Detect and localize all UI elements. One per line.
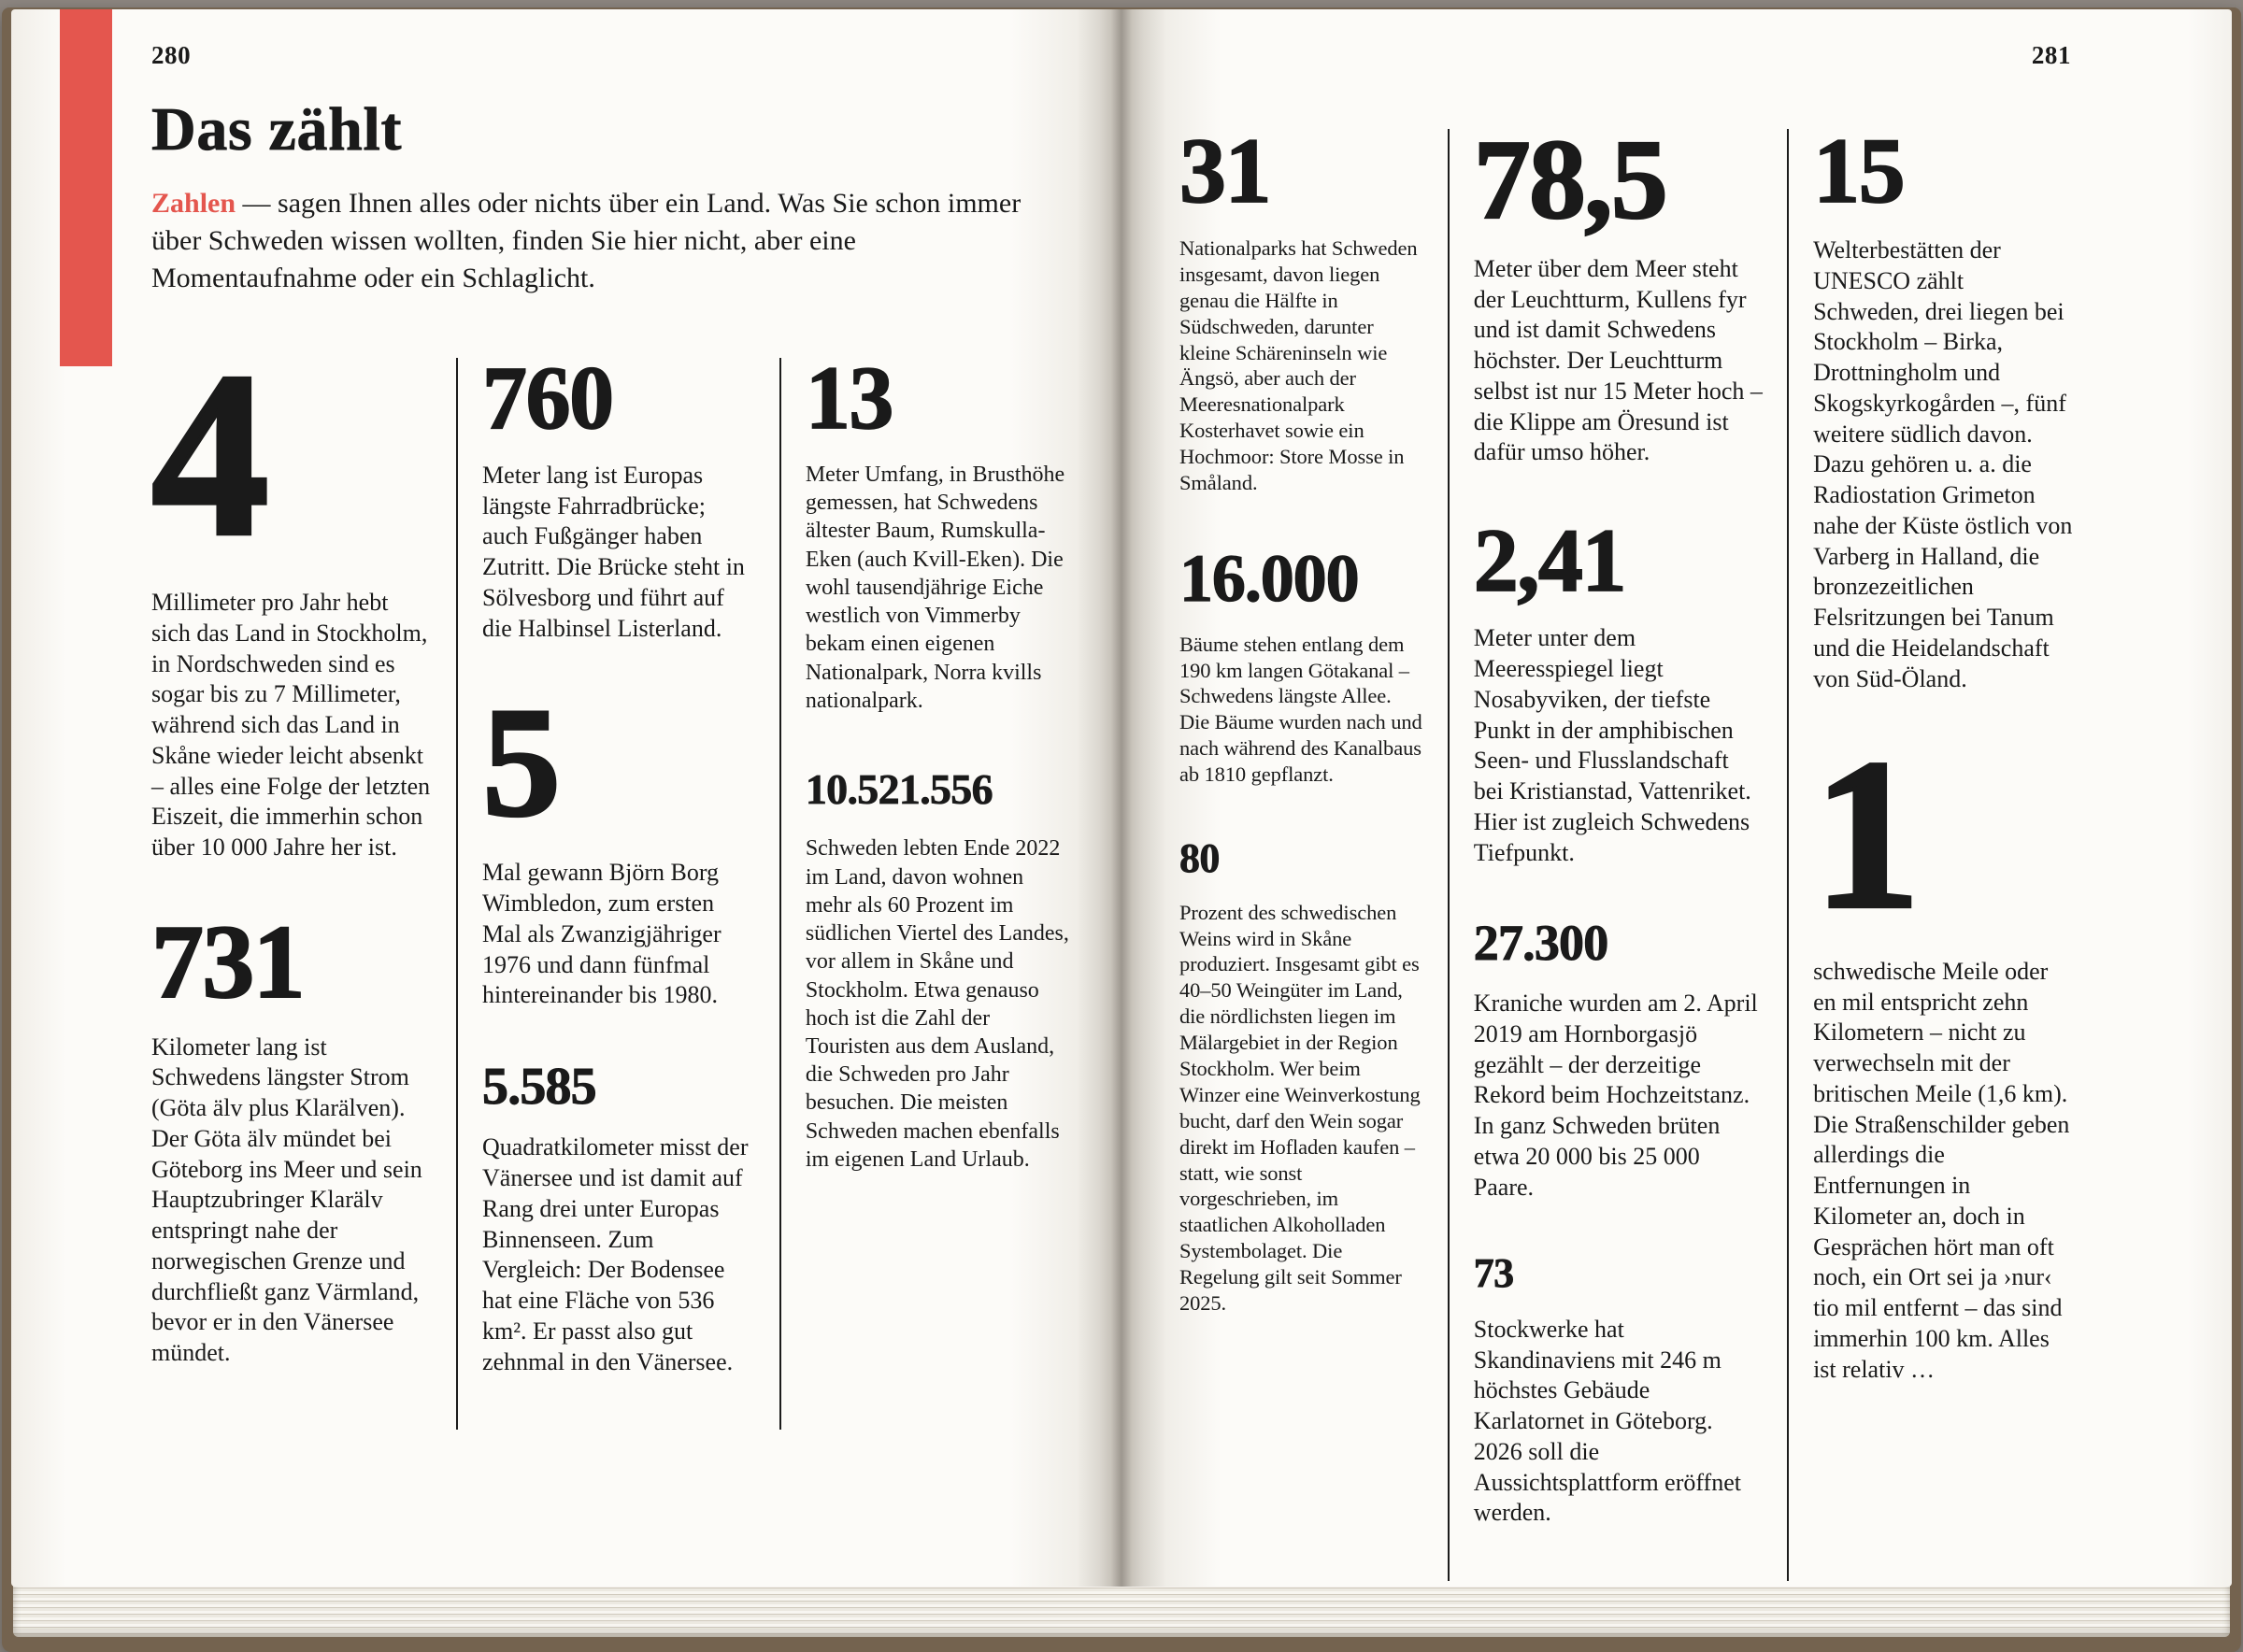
stat-item <box>482 676 755 1011</box>
stat-number: 1 <box>1813 715 1918 954</box>
page-number-left: 280 <box>151 41 192 69</box>
left-column-3 <box>779 347 1075 1431</box>
stat-text: Meter über dem Meer steht der Leuchtturm, Kullens fyr und ist damit Schwedens höchster. Der Leuchtturm selbst ist nur 15 Meter hoch – die Klippe am Öresund ist dafür umso höher. <box>1473 254 1763 466</box>
stat-text: Meter unter dem Meeresspiegel liegt Nosabyviken, der tiefste Punkt in der amphibischen Seen- und Flusslandschaft bei Kristianstad, Vattenriket. Hier ist zugleich Schwedens Tiefpunkt. <box>1473 624 1751 866</box>
stat-number: 16.000 <box>1179 540 1359 616</box>
stat-text: Mal gewann Björn Borg Wimbledon, zum ersten Mal als Zwanzigjähriger 1976 und dann fünfmal hintereinander bis 1980. <box>482 859 721 1009</box>
stat-number: 13 <box>805 347 893 448</box>
stat-number: 2,41 <box>1473 510 1626 611</box>
left-page <box>11 9 1122 1587</box>
stat-text: Meter lang ist Europas längste Fahrradbrücke; auch Fußgänger haben Zutritt. Die Brücke steht in Sölvesborg und führt auf die Halbinsel Listerland. <box>482 461 745 642</box>
stat-text: Welterbestätten der UNESCO zählt Schweden, drei liegen bei Stockholm – Birka, Drottningholm und Skogskyrkogården –, fünf weitere südlich davon. Dazu gehören u. a. die Radiostation Grimeton nahe der Küste östlich von Varberg in Halland, die bronzezeitlichen Felsritzungen bei Tanum und die Heidelandschaft von Süd-Öland. <box>1813 236 2073 692</box>
stat-number: 4 <box>151 322 266 585</box>
stat-item <box>482 1058 755 1377</box>
page-number-right: 281 <box>2031 41 2071 69</box>
left-column-2 <box>456 347 779 1431</box>
stat-text: Kraniche wurden am 2. April 2019 am Hornborgasjö gezählt – der derzeitige Rekord beim Hochzeitstanz. In ganz Schweden brüten etwa 20 000 bis 25 000 Paare. <box>1473 990 1758 1201</box>
stat-item <box>1813 119 2073 694</box>
stat-item <box>805 347 1075 716</box>
stat-number: 78,5 <box>1473 117 1666 243</box>
stat-text: Stockwerke hat Skandinaviens mit 246 m höchstes Gebäude Karlatornet in Göteborg. 2026 soll die Aussichtsplattform eröffnet werden. <box>1473 1315 1741 1527</box>
left-page-content <box>11 9 1122 1587</box>
right-page <box>1122 9 2232 1587</box>
book-spread <box>11 9 2232 1587</box>
stat-text: Bäume stehen entlang dem 190 km langen Götakanal – Schwedens längste Allee. Die Bäume wurden nach und nach während des Kanalbaus ab 1810 gepflanzt. <box>1179 632 1422 787</box>
right-column-2 <box>1448 117 1787 1581</box>
stat-item <box>1473 915 1763 1203</box>
intro-text: — sagen Ihnen alles oder nichts über ein Land. Was Sie schon immer über Schweden wissen wollten, finden Sie hier nicht, aber eine Momentaufnahme oder ein Schlaglicht. <box>151 188 1021 294</box>
right-column-1 <box>1179 119 1448 1581</box>
stat-number: 73 <box>1473 1250 1514 1297</box>
stat-text: Schweden lebten Ende 2022 im Land, davon wohnen mehr als 60 Prozent im südlichen Viertel des Landes, vor allem in Skåne und Stockholm. Etwa genauso hoch ist die Zahl der Touristen aus dem Ausland, die Schweden pro Jahr besuchen. Die meisten Schweden machen ebenfalls im eigenen Land Urlaub. <box>805 836 1069 1172</box>
stat-item <box>1473 510 1763 868</box>
stat-number: 15 <box>1813 119 1905 222</box>
stat-item <box>1179 835 1423 1317</box>
stat-item <box>482 347 755 645</box>
stat-text: Kilometer lang ist Schwedens längster Strom (Göta älv plus Klarälven). Der Göta älv mündet bei Göteborg ins Meer und sein Hauptzubringer Klarälv entspringt nahe der norwegischen Grenze und durchfließt ganz Värmland, bevor er in den Vänersee mündet. <box>151 1032 422 1367</box>
right-page-content <box>1122 9 2232 1587</box>
stat-text: schwedische Meile oder en mil entspricht zehn Kilometern – nicht zu verwechseln mit der britischen Meile (1,6 km). Die Straßenschilder geben allerdings die Entfernungen in Kilometer an, doch in Gesprächen hört man oft noch, ein Ort sei ja ›nur‹ tio mil entfernt – das sind immerhin 100 km. Alles ist relativ … <box>1813 957 2070 1383</box>
stat-item <box>1473 117 1763 468</box>
stat-text: Millimeter pro Jahr hebt sich das Land in Stockholm, in Nordschweden sind es sogar bis zu 7 Millimeter, während sich das Land in Skåne wieder leicht absenkt – alles eine Folge der letzten Eiszeit, die immerhin schon über 10 000 Jahre her ist. <box>151 589 431 862</box>
stat-number: 80 <box>1179 835 1220 882</box>
stat-text: Quadratkilometer misst der Vänersee und ist damit auf Rang drei unter Europas Binnenseen. Zum Vergleich: Der Bodensee hat eine Fläche von 536 km². Er passt also gut zehnmal in den Vänersee. <box>482 1133 749 1375</box>
stat-item <box>1179 540 1423 788</box>
stat-item <box>1473 1250 1763 1529</box>
stat-text: Prozent des schwedischen Weins wird in Skåne produziert. Insgesamt gibt es 40–50 Weingüter im Land, die nördlichsten liegen im Mälargebiet in der Region Stockholm. Wer beim Winzer eine Weinverkostung bucht, darf den Wein sogar direkt im Hofladen kaufen – statt, wie sonst vorgeschrieben, im staatlichen Alkoholladen Systembolaget. Die Regelung gilt seit Sommer 2025. <box>1179 900 1421 1315</box>
intro-lead: Zahlen <box>151 188 236 219</box>
right-column-3 <box>1787 119 2073 1581</box>
stat-number: 731 <box>151 904 304 1020</box>
intro-paragraph <box>151 185 1039 298</box>
stat-number: 27.300 <box>1473 915 1608 972</box>
stat-item <box>1813 715 2073 1385</box>
stat-text: Nationalparks hat Schweden insgesamt, davon liegen genau die Hälfte in Südschweden, darunter kleine Schäreninseln wie Ängsö, aber auch der Meeresnationalpark Kosterhavet sowie ein Hochmoor: Store Mosse in Småland. <box>1179 236 1418 495</box>
stat-item <box>151 322 432 863</box>
stat-number: 31 <box>1179 119 1270 222</box>
stat-number: 10.521.556 <box>805 765 993 814</box>
stat-item <box>806 767 1075 1174</box>
stat-item <box>1179 119 1423 496</box>
stat-item <box>151 904 432 1369</box>
stat-number: 760 <box>482 347 613 448</box>
left-columns <box>151 322 1075 1431</box>
right-columns <box>1179 117 2073 1581</box>
left-column-1 <box>151 322 456 1431</box>
stat-number: 5.585 <box>482 1058 596 1116</box>
stat-number: 5 <box>482 676 559 850</box>
stat-text: Meter Umfang, in Brusthöhe gemessen, hat Schwedens ältester Baum, Rumskulla-Eken (auch Kvill-Eken). Die wohl tausendjährige Eiche westlich von Vimmerby bekam einen eigenen Nationalpark, Norra kvills nationalpark. <box>805 462 1065 713</box>
page-edges <box>13 1585 2230 1637</box>
page-title: Das zählt <box>151 95 403 164</box>
